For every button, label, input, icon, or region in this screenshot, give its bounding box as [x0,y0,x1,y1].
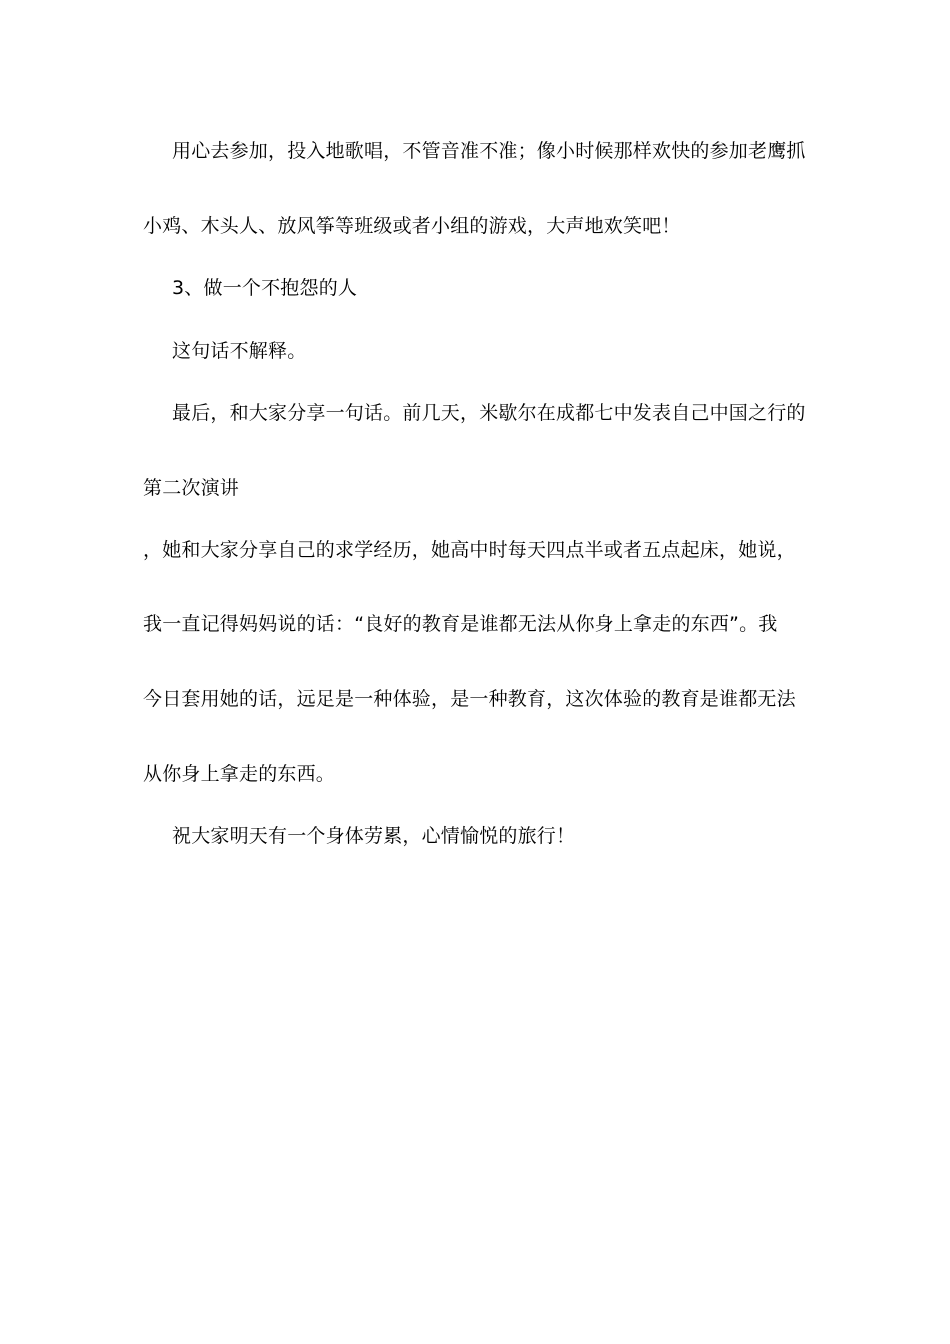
paragraph-line: 从你身上拿走的东西。 [143,763,336,785]
paragraph-line: 这句话不解释。 [172,340,307,362]
section-heading: 3、做一个不抱怨的人 [172,277,358,299]
paragraph-line: 我一直记得妈妈说的话：“良好的教育是谁都无法从你身上拿走的东西”。我 [143,613,778,635]
paragraph-line: 今日套用她的话，远足是一种体验，是一种教育，这次体验的教育是谁都无法 [143,688,796,710]
paragraph-line: 小鸡、木头人、放风筝等班级或者小组的游戏，大声地欢笑吧！ [143,215,681,237]
paragraph-line: 最后，和大家分享一句话。前几天，米歇尔在成都七中发表自己中国之行的 [172,402,806,424]
paragraph-line: 第二次演讲 [143,477,240,499]
paragraph-line: ，她和大家分享自己的求学经历，她高中时每天四点半或者五点起床，她说， [143,539,796,561]
closing-line: 祝大家明天有一个身体劳累，心情愉悦的旅行！ [172,825,576,847]
paragraph-line: 用心去参加，投入地歌唱，不管音准不准；像小时候那样欢快的参加老鹰抓 [172,140,806,162]
